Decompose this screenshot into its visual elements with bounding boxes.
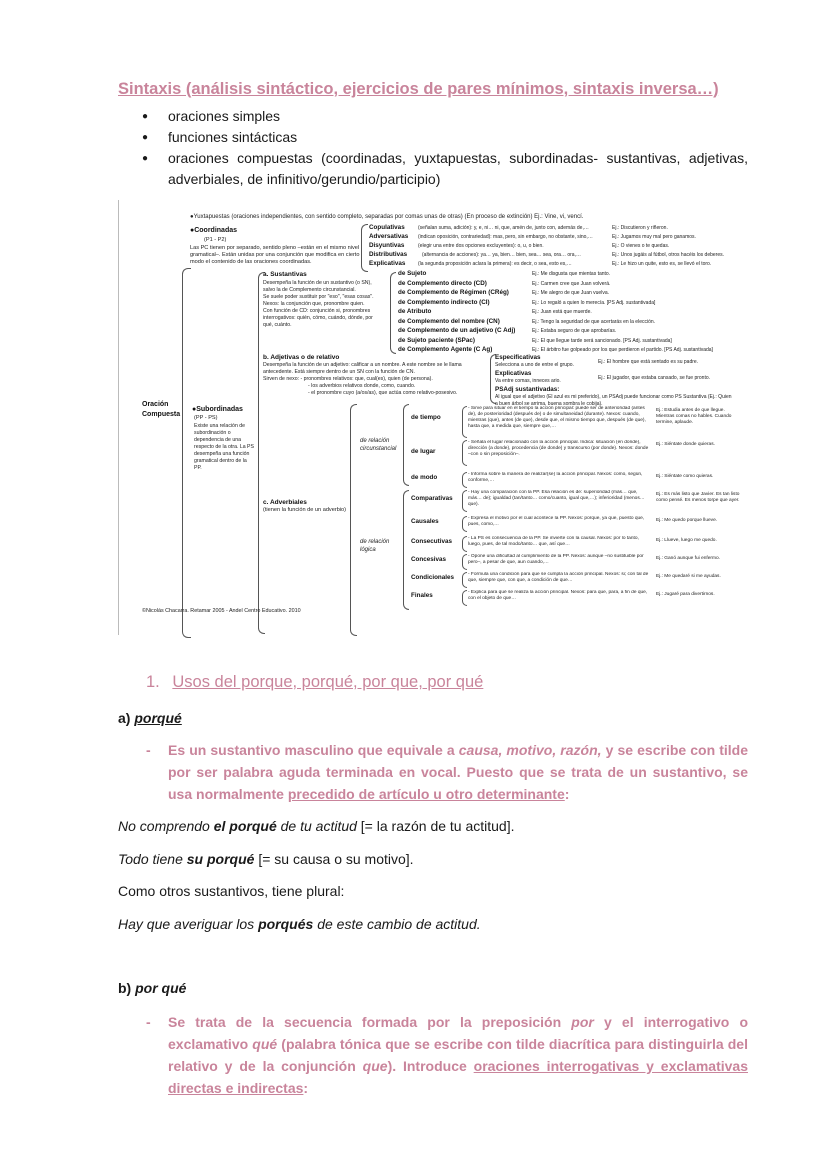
adverbial-desc: - Explica para qué se realiza la acción principal. Nexos: para que, para, a fin de que, con el objeto de que…: [468, 590, 648, 601]
subordinadas-desc-line: respecto de la otra. La PS: [194, 444, 254, 450]
brace: [182, 268, 191, 638]
sustantivas-title: a. Sustantivas: [263, 271, 307, 278]
list-item: ● oraciones simples: [118, 106, 748, 127]
sustantivas-desc-line: Nexos: la conjunción que, pronombre quien.: [263, 301, 365, 307]
adverbial-example: Ej.: Ganó aunque fui enfermo.: [656, 556, 720, 561]
rule-text: (palabra tónica que se escribe con tilde diacrítica para distinguirla del relativo y de la conjunción: [168, 1036, 748, 1074]
subordinadas-sub: (PP - PS): [194, 415, 218, 421]
brace: [390, 272, 396, 354]
coordinada-desc: (elegir una entre dos opciones excluyentes): o, u, o bien.: [418, 243, 544, 249]
coordinadas-desc: Las PC tienen por separado, sentido pleno –están en el mismo nivel: [190, 245, 360, 251]
subordinadas-desc-line: Existe una relación de: [194, 423, 246, 429]
sustantiva-function: de Sujeto: [398, 270, 427, 277]
rule-italic: causa, motivo, razón,: [458, 742, 602, 758]
sustantiva-function: de Sujeto paciente (SPac): [398, 336, 475, 344]
example-text: de este cambio de actitud.: [313, 916, 481, 932]
adverbial-example: Ej.: Estudia antes de que llegue. Mientras comas no hables. Cuando termine, aplaude.: [656, 408, 732, 425]
adverbial-desc: - Señala el lugar relacionado con la acción principal. Indica: situación (en donde), dirección (a donde), procedencia (de donde) y transcurso (por donde). Nexos: donde –con o sin preposición–.: [468, 440, 649, 457]
adverbial-example: Ej.: Me quedo porque llueve.: [656, 518, 718, 523]
coordinadas-label: ●Coordinadas: [190, 227, 238, 234]
plural-note: Como otros sustantivos, tiene plural:: [118, 883, 345, 899]
sustantiva-example: Ej.: El que llegue tarde será sancionado. [PS Adj. sustantivada]: [532, 337, 672, 344]
subsection-b-heading: [118, 980, 186, 996]
sustantiva-example: Ej.: Tengo la seguridad de que acertarás en la elección.: [532, 318, 656, 325]
coordinada-example: Ej.: Jugamos muy mal pero ganamos.: [612, 234, 696, 240]
adjetivas-desc-line: antecedente. Está siempre dentro de un SN con la función de CN.: [263, 369, 415, 375]
rule-text: :: [564, 786, 570, 802]
example-gloss: [= la razón de tu actitud].: [356, 818, 515, 834]
subordinadas-label: ●Subordinadas: [192, 406, 243, 413]
brace: [462, 590, 467, 606]
brace: [361, 224, 368, 272]
adverbial-type: Finales: [411, 592, 433, 599]
adverbial-type: de modo: [411, 474, 438, 481]
coordinada-desc: (indican oposición, contrariedad): mas, pero, sin embargo, no obstante, sino,…: [418, 234, 593, 240]
adverbial-desc: - Informa sobre la manera de realizar(se) la acción principal. Nexos: como, según, conforme,…: [468, 472, 643, 483]
adverbial-example: Ej.: Jugaré para divertirnos.: [656, 592, 715, 597]
adverbial-type: Comparativas: [411, 495, 453, 502]
adjetiva-example: Ej.: El jugador, que estaba cansado, se fue pronto.: [598, 375, 711, 381]
adverbial-desc: - Sirve para situar en el tiempo la acción principal: puede ser de anterioridad (antes de), de posterioridad (después de) o de simultaneidad (durante). Nexos: cuando, mientras (que), antes (de que), desde que, el mismo tiempo que, después (de que), hasta que, a medida que, siempre que,…: [468, 406, 646, 429]
coordinada-type: Distributivas: [369, 251, 408, 258]
adjetiva-type: Explicativas: [495, 370, 532, 377]
brace: [403, 490, 409, 610]
brace: [462, 516, 467, 532]
section-heading: [146, 673, 483, 692]
subordinadas-desc-line: subordinación o: [194, 430, 231, 436]
adjetivas-title: b. Adjetivas o de relativo: [263, 354, 340, 361]
example-bold: porqués: [258, 916, 314, 932]
subsection-a-word: porqué: [134, 710, 182, 726]
adjetiva-desc: Al igual que el adjetivo (El azul es mi preferido), un PSAdj puede funcionar como PS Sustantiva (Ej.: Quien a buen árbol se arrima, buena sombra le cobija).: [495, 394, 732, 407]
adverbial-type: de lugar: [411, 448, 436, 455]
subordinadas-desc-line: gramatical dentro de la: [194, 458, 247, 464]
coordinadas-desc: modo el contenido de las oraciones coordinadas.: [190, 259, 312, 265]
subsection-a-label: a): [118, 710, 131, 726]
coordinada-type: Explicativas: [369, 260, 406, 267]
example-3: [118, 916, 481, 932]
adverbial-example: Ej.: Me quedaré si me ayudas.: [656, 574, 721, 579]
adjetivas-desc-line: Desempeña la función de un adjetivo: calificar a un nombre. A este nombre se le llama: [263, 362, 462, 368]
rule-text: :: [303, 1080, 309, 1096]
dash: -: [146, 742, 151, 758]
sustantiva-example: Ej.: Juan está que muerde.: [532, 309, 592, 315]
sustantivas-desc-line: Desempeña la función de un sustantivo (o SN),: [263, 280, 372, 286]
coordinada-desc: (la segunda proposición aclara la primera): es decir, o sea, esto es,…: [418, 261, 572, 267]
brace: [462, 440, 467, 466]
sustantiva-function: de Atributo: [398, 308, 432, 315]
adverbial-type: Condicionales: [411, 574, 455, 581]
list-item: ● oraciones compuestas (coordinadas, yuxtapuestas, subordinadas- sustantivas, adjetivas, adverbiales, de infinitivo/gerundio/participio): [118, 148, 748, 190]
sustantivas-desc-line: salvo la de Complemento circunstancial.: [263, 287, 356, 293]
coordinada-desc: (señalan suma, adición): y, e, ni… ni, que, amén de, junto con, además de,…: [418, 225, 589, 231]
sustantiva-example: Ej.: Carmen cree que Juan volverá.: [532, 280, 611, 287]
rule-a: [146, 739, 748, 805]
example-text: Todo tiene: [118, 851, 187, 867]
rule-underline: precedido de artículo u otro determinante: [287, 786, 565, 802]
subsection-b-word: por qué: [135, 980, 187, 996]
coordinada-type: Adversativas: [369, 233, 409, 240]
coordinada-example: Ej.: Discutieron y riñeron.: [612, 225, 668, 231]
sustantivas-desc-line: Se suele poder sustituir por "eso", "esas cosas".: [263, 294, 374, 300]
adjetiva-type: Especificativas: [495, 354, 541, 361]
rule-text: y se escribe con tilde por ser palabra aguda terminada en vocal. Puesto que se trata de un sustantivo, se usa normalmente: [168, 742, 749, 802]
topic-list: [118, 106, 748, 190]
sustantiva-function: de Complemento de Régimen (CRég): [398, 289, 509, 296]
brace: [462, 554, 467, 570]
coordinada-example: Ej.: Le hizo un quite, esto es, se llevó el toro.: [612, 261, 712, 267]
adjetiva-desc: Selecciona a uno de entre el grupo.: [495, 362, 574, 368]
coordinada-example: Ej.: Unos jugáis al fútbol, otros hacéis los deberes.: [612, 252, 725, 258]
sustantivas-desc-line: interrogativos: quién, cómo, cuándo, dónde, por: [263, 315, 373, 321]
subordinadas-desc-line: desempeña una función: [194, 451, 250, 457]
rule-text: Se trata de la secuencia formada por la preposición: [168, 1014, 572, 1030]
adjetivas-desc-line: - los adverbios relativos donde, como, cuando.: [308, 383, 416, 389]
adverbial-desc: - Opone una dificultad al cumplimiento de la PP. Nexos: aunque –no sustituible por pero–, a pesar de que, aun cuando,…: [468, 554, 644, 565]
brace: [462, 536, 467, 552]
example-2: [118, 851, 414, 867]
adverbial-example: Ej.: Es más listo que Javier. Es tan listo como pensé. Es menos torpe que ayer.: [656, 492, 740, 503]
sustantiva-function: de Complemento indirecto (CI): [398, 298, 490, 306]
sustantivas-desc-line: Con función de CD: conjunción si, pronombres: [263, 308, 371, 314]
example-text: Hay que averiguar los: [118, 916, 259, 932]
rule-b: [146, 1011, 748, 1099]
logica-label: de relación lógica: [360, 539, 390, 553]
adjetiva-desc: Va entre comas, inneces ario.: [495, 378, 561, 384]
coordinada-type: Copulativas: [369, 224, 405, 231]
sustantiva-example: Ej.: Me alegro de que Juan vuelva.: [532, 290, 609, 296]
diagram-border: [118, 200, 119, 635]
rule-text: ). Introduce: [387, 1058, 474, 1074]
adverbial-example: Ej.: Siéntate donde quieras.: [656, 442, 715, 447]
adverbial-type: Causales: [411, 518, 439, 525]
adverbial-type: Concesivas: [411, 556, 447, 563]
sustantiva-function: de Complemento Agente (C Ag): [398, 346, 493, 353]
diagram-credit: ©Nicolás Chacarra. Retamar 2005 - Andel Centro Educativo. 2010: [142, 608, 301, 614]
section-number: 1.: [146, 673, 160, 691]
sustantivas-desc-line: qué, cuánto.: [263, 322, 292, 328]
rule-text: y el interrogativo o exclamativo: [168, 1014, 748, 1052]
adverbial-desc: - Expresa el motivo por el cual acontece la PP. Nexos: porque, ya que, puesto que, pues, como,…: [468, 516, 645, 527]
example-bold: el porqué: [213, 818, 277, 834]
example-bold: su porqué: [186, 851, 255, 867]
subsection-a-heading: [118, 710, 182, 726]
page-title: Sintaxis (análisis sintáctico, ejercicios de pares mínimos, sintaxis inversa…): [118, 80, 719, 98]
circunstancial-label: de relación circunstancial: [360, 438, 397, 452]
yuxtapuestas-label: ●Yuxtapuestas (oraciones independientes, con sentido completo, separadas por comas unas de otras) (En proceso de extinción) Ej.: Vine, vi, vencí.: [190, 214, 584, 220]
rule-underline: oraciones interrogativas y exclamativas directas e indirectas: [168, 1058, 748, 1096]
brace: [462, 406, 467, 438]
adverbial-desc: - La PS es consecuencia de la PP. Se invierte con la causal. Nexos: por lo tanto, luego, pues, de tal modo/tanto… que, así que…: [468, 536, 639, 547]
rule-italic: qué: [252, 1036, 278, 1052]
sustantiva-example: Ej.: Estaba seguro de que aprobarías.: [532, 328, 617, 334]
adverbiales-desc: (tienen la función de un adverbio): [263, 507, 347, 513]
sustantiva-example: Ej.: Lo regaló a quien lo merecía. [PS Adj. sustantivada]: [532, 299, 656, 306]
example-text: No comprendo: [118, 818, 214, 834]
dash: -: [146, 1014, 151, 1030]
root-label: Oración Compuesta: [142, 401, 181, 418]
coordinada-example: Ej.: O vienes o te quedas.: [612, 243, 670, 249]
coordinada-desc: (alternancia de acciones): ya… ya, bien… bien, sea… sea, ora… ora,…: [422, 252, 581, 258]
sustantiva-example: Ej.: El árbitro fue golpeado por los que perdieron el partido. [PS Adj. sustantivada]: [532, 347, 713, 353]
adjetiva-type: PSAdj sustantivadas:: [495, 386, 560, 393]
adverbial-desc: - Formula una condición para que se cumpla la acción principal. Nexos: si; con tal de que, siempre que, con que, a condición de que…: [468, 572, 649, 583]
coordinadas-desc: gramatical–. Están unidas por una conjunción que modifica en cierto: [190, 252, 360, 258]
adverbial-example: Ej.: Siéntate como quieras.: [656, 474, 714, 479]
syntax-diagram: [118, 200, 748, 640]
brace: [350, 404, 357, 636]
rule-italic: por: [571, 1014, 594, 1030]
list-item: ● funciones sintácticas: [118, 127, 748, 148]
brace: [462, 472, 467, 488]
coordinada-type: Disyuntivas: [369, 242, 405, 249]
subordinadas-desc-line: PP.: [194, 465, 202, 471]
section-title: Usos del porque, porqué, por que, por qué: [172, 673, 484, 691]
brace: [462, 572, 467, 588]
brace: [403, 404, 409, 486]
example-gloss: [= su causa o su motivo].: [254, 851, 414, 867]
rule-italic: que: [362, 1058, 388, 1074]
adjetivas-desc-line: - el pronombre cuyo (a/os/as), que actúa como relativo-posesivo.: [308, 390, 458, 396]
example-1: [118, 818, 515, 834]
adverbial-type: de tiempo: [411, 414, 441, 421]
sustantiva-function: de Complemento directo (CD): [398, 279, 487, 287]
adverbial-example: Ej.: Llueve, luego me quedo.: [656, 538, 717, 543]
rule-text: Es un sustantivo masculino que equivale a: [168, 742, 459, 758]
sustantiva-example: Ej.: Me disgusta que mientas tanto.: [532, 271, 611, 277]
brace: [462, 490, 467, 512]
adverbiales-title: c. Adverbiales: [263, 499, 307, 506]
coordinadas-sub: (P1 - P2): [204, 237, 227, 243]
example-text: de tu actitud: [276, 818, 357, 834]
subordinadas-desc-line: dependencia de una: [194, 437, 242, 443]
subsection-b-label: b): [118, 980, 132, 996]
adjetivas-desc-line: Sirven de nexo: - pronombres relativos: que, cual(es), quien (de persona).: [263, 376, 433, 382]
adverbial-type: Consecutivas: [411, 538, 452, 545]
adjetiva-example: Ej.: El hombre que está sentado es su padre.: [598, 359, 699, 365]
sustantiva-function: de Complemento del nombre (CN): [398, 317, 500, 325]
adverbial-desc: - Hay una comparación con la PP. Esa relación es de: superioridad (más… que, más… de); igualdad (tan/tanto… como/cuanto, igual que,…); inferioridad (menos… que).: [468, 490, 645, 507]
sustantiva-function: de Complemento de un adjetivo (C Adj): [398, 327, 516, 334]
